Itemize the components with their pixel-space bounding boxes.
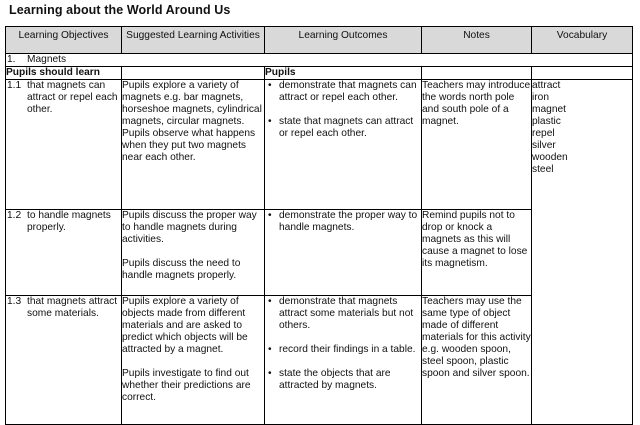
vocabulary-word: wooden	[532, 152, 568, 163]
notes-cell: Teachers may introduce the words north pole and south pole of a magnet.	[422, 80, 532, 210]
outcomes-cell	[265, 210, 422, 296]
header-suggested-activities: Suggested Learning Activities	[122, 27, 265, 54]
objective-text: to handle magnets properly.	[27, 210, 111, 233]
activity-text: Pupils investigate to find out whether their predictions are correct.	[122, 368, 251, 403]
subheader-empty-vocab	[532, 67, 633, 80]
vocabulary-word: steel	[532, 164, 554, 175]
objective-text: that magnets attract some materials.	[27, 296, 118, 319]
subheader-row	[6, 67, 633, 80]
vocabulary-word: attract	[532, 80, 561, 91]
activities-cell	[122, 210, 265, 296]
header-row	[6, 27, 633, 54]
objective-cell	[6, 296, 122, 425]
activity-text: Pupils discuss the proper way to handle magnets during activities.	[122, 210, 257, 245]
section-row	[6, 54, 633, 67]
subheader-empty-notes	[422, 67, 532, 80]
objective-text: that magnets can attract or repel each other.	[27, 80, 118, 115]
objective-number: 1.1	[7, 80, 22, 91]
subheader-objectives: Pupils should learn	[6, 67, 122, 80]
objective-cell	[6, 80, 122, 210]
outcome-item: • demonstrate that magnets attract some materials but not others.	[265, 296, 421, 332]
activities-cell	[122, 80, 265, 210]
syllabus-table	[5, 26, 633, 425]
vocabulary-word: magnet	[532, 104, 566, 115]
outcome-item: • demonstrate the proper way to handle magnets.	[265, 210, 421, 234]
activity-text: Pupils explore a variety of objects made from different materials and are asked to predict which objects will be attracted by a magnet.	[122, 296, 248, 355]
document-title: Learning about the World Around Us	[9, 3, 231, 17]
outcomes-cell	[265, 80, 422, 210]
header-learning-outcomes: Learning Outcomes	[265, 27, 422, 54]
vocabulary-cell	[532, 80, 633, 425]
outcome-item: • record their findings in a table.	[265, 344, 421, 356]
activity-text: Pupils explore a variety of magnets e.g. bar magnets, horseshoe magnets, cylindrical magnets, circular magnets. Pupils observe what happens when they put two magnets near each other.	[122, 80, 262, 163]
vocabulary-word: repel	[532, 128, 555, 139]
activity-text: Pupils discuss the need to handle magnets properly.	[122, 258, 241, 281]
vocabulary-word: silver	[532, 140, 556, 151]
header-vocabulary: Vocabulary	[532, 27, 633, 54]
subheader-outcomes: Pupils	[265, 67, 422, 80]
outcome-item: • state the objects that are attracted by magnets.	[265, 368, 421, 392]
outcome-item: • demonstrate that magnets can attract or repel each other.	[265, 80, 421, 104]
activities-cell	[122, 296, 265, 425]
header-learning-objectives: Learning Objectives	[6, 27, 122, 54]
objective-cell	[6, 210, 122, 296]
objective-number: 1.2	[7, 210, 22, 221]
vocabulary-word: plastic	[532, 116, 561, 127]
table-row	[6, 80, 633, 210]
vocabulary-word: iron	[532, 92, 549, 103]
outcome-item: • state that magnets can attract or repel each other.	[265, 116, 421, 140]
notes-cell: Teachers may use the same type of object made of different materials for this activity e.g. wooden spoon, steel spoon, plastic spoon and silver spoon.	[422, 296, 532, 425]
section-number: 1.	[7, 54, 16, 65]
section-title	[6, 54, 633, 67]
notes-cell: Remind pupils not to drop or knock a magnets as this will cause a magnet to lose its magnetism.	[422, 210, 532, 296]
section-name: Magnets	[27, 54, 67, 65]
outcomes-cell	[265, 296, 422, 425]
objective-number: 1.3	[7, 296, 22, 307]
header-notes: Notes	[422, 27, 532, 54]
subheader-empty-activities	[122, 67, 265, 80]
